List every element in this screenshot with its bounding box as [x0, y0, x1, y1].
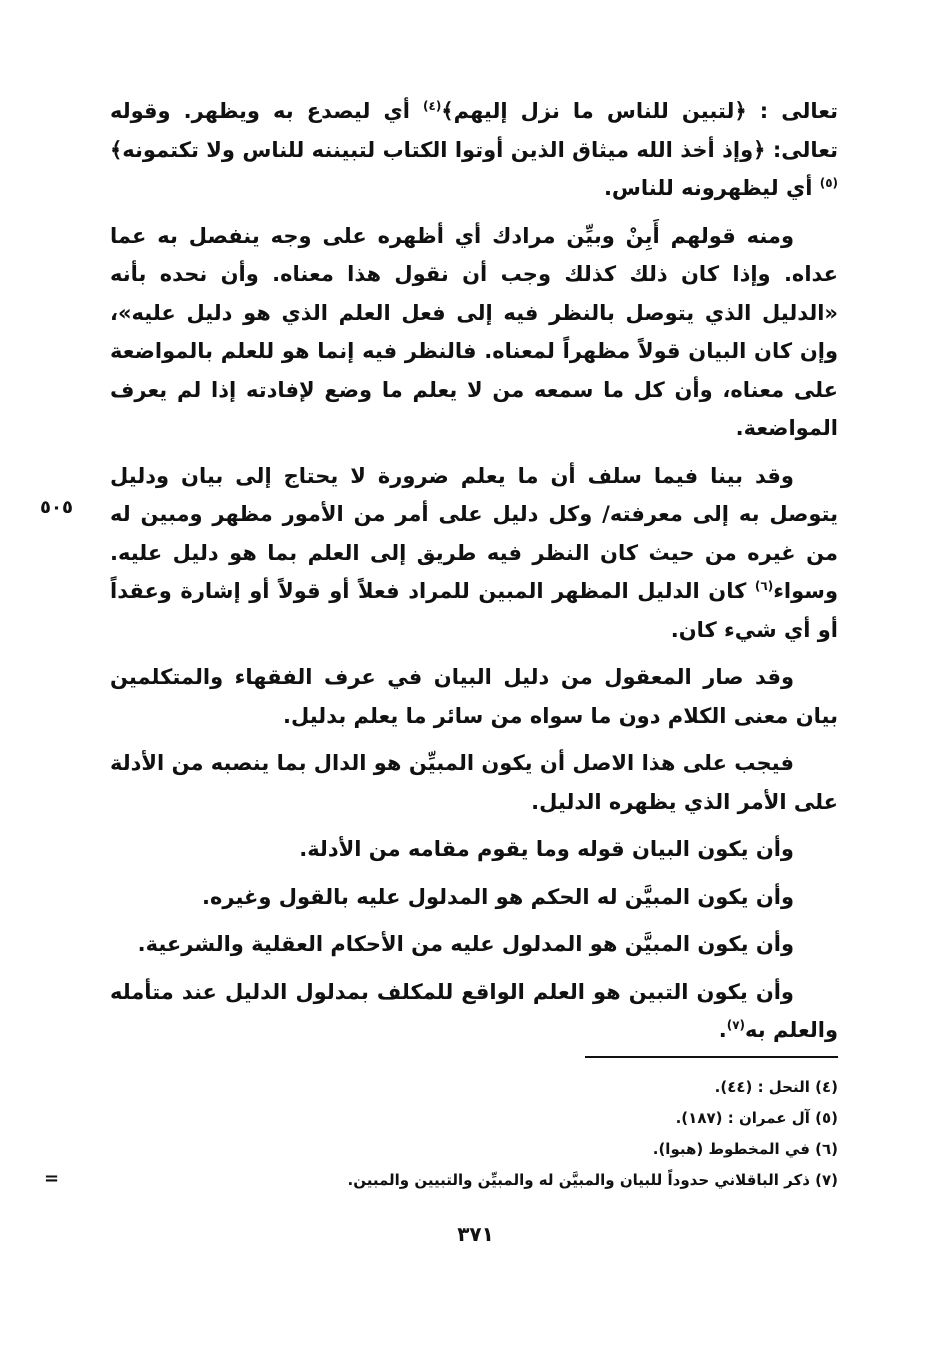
manuscript-folio-number: ٥٠٥ [40, 497, 73, 518]
paragraph-8-text: وأن يكون المبيَّن هو المدلول عليه من الأحكام العقلية والشرعية. [137, 932, 794, 956]
paragraph-4 [110, 658, 838, 735]
paragraph-1-text: تعالى : ﴿لتبين للناس ما نزل إليهم﴾ [441, 99, 838, 123]
paragraph-8 [110, 925, 838, 964]
page-number: ٣٧١ [457, 1222, 494, 1246]
footnote-ref-6: (٦) [754, 579, 774, 593]
footnote-ref-5: (٥) [819, 176, 838, 190]
paragraph-3-text: وقد بينا فيما سلف أن ما يعلم ضرورة لا يحتاج إلى بيان ودليل يتوصل به إلى معرفته/ وكل دليل على أمر من الأمور مظهر ومبين له من غيره من حيث كان النظر فيه طريق إلى العلم بما هو دليل عليه. وسواء [110, 463, 838, 603]
paragraph-5-text: فيجب على هذا الاصل أن يكون المبيِّن هو الدال بما ينصبه من الأدلة على الأمر الذي يظهره الدليل. [110, 751, 838, 814]
paragraph-2 [110, 217, 838, 448]
paragraph-1 [110, 92, 838, 208]
footnote-4: (٤) النحل : (٤٤). [714, 1078, 838, 1096]
paragraph-9 [110, 973, 838, 1050]
footnote-separator [585, 1056, 838, 1058]
paragraph-6-text: وأن يكون البيان قوله وما يقوم مقامه من الأدلة. [299, 837, 794, 861]
margin-continuation-mark: = [44, 1168, 60, 1189]
footnote-5: (٥) آل عمران : (١٨٧). [675, 1109, 838, 1127]
paragraph-7 [110, 878, 838, 917]
paragraph-3 [110, 457, 838, 650]
footnote-6: (٦) في المخطوط (هبوا). [652, 1140, 838, 1158]
paragraph-5 [110, 744, 838, 821]
paragraph-3-tail: كان الدليل المظهر المبين للمراد فعلاً أو قولاً أو إشارة وعقداً أو أي شيء كان. [110, 579, 838, 642]
main-text [110, 92, 838, 1059]
footnotes [330, 1072, 838, 1196]
paragraph-2-text: ومنه قولهم أَبِنْ وبيِّن مرادك أي أظهره على وجه ينفصل به عما عداه. وإذا كان ذلك كذلك وجب أن نقول هذا معناه. وأن نحده بأنه «الدليل الذي يتوصل بالنظر فيه إلى فعل العلم الذي هو دليل عليه»، وإن كان البيان قولاً مظهراً لمعناه. فالنظر فيه إنما هو للعلم بالمواضعة على معناه، وأن كل ما سمعه من لا يعلم ما وضع لإفادته إذا لم يعرف المواضعة. [110, 223, 838, 440]
paragraph-1-tail: أي ليصدع به ويظهر. وقوله تعالى: ﴿وإذ أخذ الله ميثاق الذين أوتوا الكتاب لتبيننه للناس ولا تكتمونه﴾ [110, 99, 838, 162]
paragraph-1-tail-2: أي ليظهرونه للناس. [603, 176, 820, 200]
footnote-7: (٧) ذكر الباقلاني حدوداً للبيان والمبيَّن له والمبيِّن والتبيين والمبين. [347, 1171, 838, 1189]
footnote-ref-4: (٤) [423, 99, 442, 113]
paragraph-6 [110, 830, 838, 869]
paragraph-9-tail: . [718, 1018, 727, 1042]
paragraph-7-text: وأن يكون المبيَّن له الحكم هو المدلول عليه بالقول وغيره. [202, 884, 794, 909]
paragraph-4-text: وقد صار المعقول من دليل البيان في عرف الفقهاء والمتكلمين بيان معنى الكلام دون ما سواه من سائر ما يعلم بدليل. [110, 665, 838, 728]
paragraph-9-text: وأن يكون التبين هو العلم الواقع للمكلف بمدلول الدليل عند متأمله والعلم به [110, 979, 838, 1042]
footnote-ref-7: (٧) [726, 1018, 746, 1032]
